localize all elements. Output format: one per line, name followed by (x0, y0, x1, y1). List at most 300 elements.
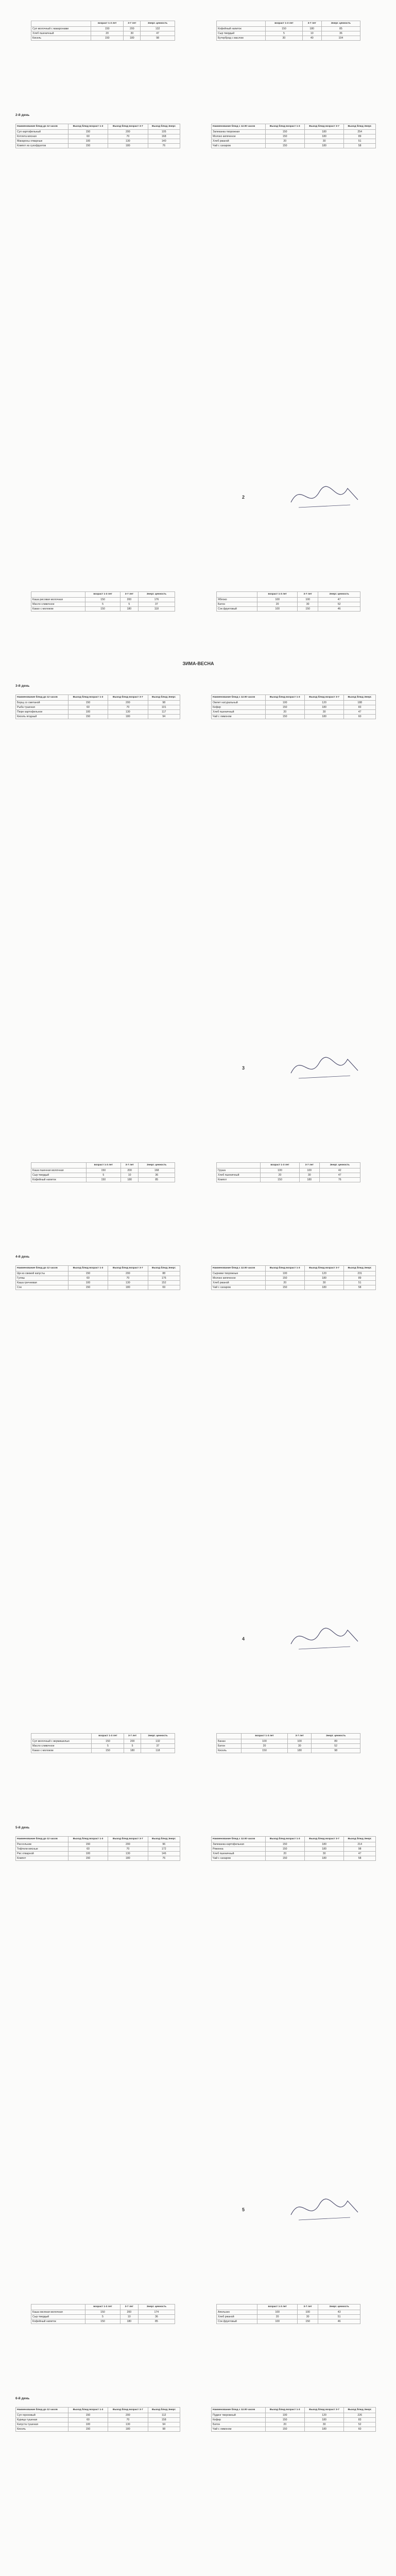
menu-page (0, 0, 396, 588)
column-header: Выход блюд возраст 1-3 (265, 695, 304, 701)
value-cell: 150 (86, 1168, 120, 1173)
value-cell: 100 (265, 1271, 304, 1276)
value-cell: 150 (68, 1285, 108, 1290)
column-header: Выход блюд возраст 3-7 (304, 1266, 343, 1272)
menu-table (216, 21, 360, 41)
value-cell: 20 (265, 709, 304, 714)
column-header: Выход блюд возраст 3-7 (304, 1837, 343, 1842)
value-cell: 100 (257, 597, 298, 602)
dish-name-cell: Хлеб пшеничный (212, 1851, 266, 1856)
value-cell: 20 (257, 602, 298, 606)
value-cell: 132 (141, 26, 175, 31)
value-cell: 10 (120, 1173, 139, 1177)
value-cell: 100 (265, 2413, 304, 2417)
value-cell: 150 (92, 1748, 124, 1753)
value-cell: 30 (304, 139, 343, 143)
dish-name-cell: Компот (217, 1177, 261, 1182)
column-header: Выход блюд возраст 1-3 (68, 124, 108, 130)
value-cell: 100 (257, 606, 298, 611)
column-header (31, 1163, 87, 1168)
column-header (217, 1734, 242, 1739)
column-header: Энерг. ценность (138, 592, 175, 598)
value-cell: 51 (344, 1280, 376, 1285)
column-header: Наименование блюд до 12 часов (16, 1266, 68, 1272)
value-cell: 180 (124, 36, 141, 40)
column-header: Выход блюд возраст 1-3 (68, 1266, 108, 1272)
column-header: Наименование блюд с 12.00 часов (212, 1266, 266, 1272)
menu-table (15, 124, 180, 148)
value-cell: 88 (148, 1271, 180, 1276)
value-cell: 20 (265, 1280, 304, 1285)
value-cell: 60 (68, 705, 108, 709)
table-row (31, 602, 175, 606)
value-cell: 180 (108, 2427, 148, 2431)
value-cell: 150 (266, 26, 303, 31)
dish-name-cell: Каша рисовая молочная (31, 597, 85, 602)
value-cell: 226 (344, 2413, 376, 2417)
value-cell: 76 (319, 1177, 360, 1182)
table-row (217, 2314, 360, 2319)
value-cell: 5 (85, 602, 120, 606)
value-cell: 69 (148, 1285, 180, 1290)
table-row (212, 2427, 376, 2431)
value-cell: 105 (148, 129, 180, 134)
value-cell: 150 (68, 129, 108, 134)
value-cell: 100 (261, 1168, 300, 1173)
value-cell: 180 (299, 1177, 319, 1182)
value-cell: 200 (124, 26, 141, 31)
table-row (212, 143, 376, 148)
column-header: Выход блюд возраст 3-7 (304, 695, 343, 701)
value-cell: 58 (344, 1285, 376, 1290)
table-row (31, 31, 175, 36)
dish-name-cell: Кисель (16, 2427, 68, 2431)
dish-name-cell: Хлеб ржаной (212, 139, 266, 143)
value-cell: 40 (302, 36, 321, 40)
dish-name-cell: Тефтели мясные (16, 1846, 68, 1851)
dish-name-cell: Суп картофельный (16, 129, 68, 134)
value-cell: 180 (108, 714, 148, 719)
menu-table (216, 1162, 360, 1182)
value-cell: 150 (68, 700, 108, 705)
value-cell: 180 (304, 2417, 343, 2422)
value-cell: 96 (148, 1842, 180, 1846)
value-cell: 60 (68, 2417, 108, 2422)
column-header: Выход блюд возраст 3-7 (304, 124, 343, 130)
value-cell: 36 (321, 31, 360, 36)
column-header: Энерг. ценность (312, 1734, 360, 1739)
menu-table (216, 2304, 360, 2324)
value-cell: 150 (265, 1842, 304, 1846)
handwritten-signature (288, 479, 360, 515)
value-cell: 150 (86, 1177, 120, 1182)
table-row (16, 1285, 180, 1290)
value-cell: 52 (312, 1743, 360, 1748)
table-row (217, 2319, 360, 2324)
value-cell: 150 (265, 714, 304, 719)
dish-name-cell: Пудинг творожный (212, 2413, 266, 2417)
value-cell: 132 (141, 1739, 175, 1743)
value-cell: 100 (68, 1851, 108, 1856)
value-cell: 231 (344, 1271, 376, 1276)
column-header: возраст 1-3 лет (241, 1734, 287, 1739)
value-cell: 180 (108, 143, 148, 148)
dish-name-cell: Сыр твердый (217, 31, 266, 36)
column-header: Выход блюд возраст 3-7 (304, 2408, 343, 2413)
value-cell: 98 (148, 2427, 180, 2431)
value-cell: 214 (344, 1842, 376, 1846)
value-cell: 150 (85, 597, 120, 602)
value-cell: 85 (321, 26, 360, 31)
column-header: Наименование блюд до 12 часов (16, 695, 68, 701)
dish-name-cell: Кефир (212, 2417, 266, 2422)
table-row (16, 1846, 180, 1851)
menu-table (15, 2407, 180, 2432)
column-header (217, 592, 257, 598)
table-row (217, 1168, 360, 1173)
value-cell: 36 (139, 1173, 175, 1177)
day-label: 5-й день (15, 1826, 30, 1829)
day-label: 4-й день (15, 1255, 30, 1259)
dish-name-cell: Хлеб пшеничный (31, 31, 91, 36)
value-cell: 130 (108, 709, 148, 714)
table-row (212, 705, 376, 709)
value-cell: 150 (265, 134, 304, 139)
menu-table (211, 694, 376, 719)
menu-table (216, 1733, 360, 1753)
column-header: Наименование блюд до 12 часов (16, 124, 68, 130)
value-cell: 180 (120, 1177, 139, 1182)
value-cell: 168 (139, 1168, 175, 1173)
value-cell: 180 (304, 134, 343, 139)
day-label: 3-й день (15, 684, 30, 688)
dish-name-cell: Кисель (31, 36, 91, 40)
column-header (217, 21, 266, 27)
dish-name-cell: Щи из свежей капусты (16, 1271, 68, 1276)
table-row (212, 1276, 376, 1280)
value-cell: 150 (261, 1177, 300, 1182)
table-row (212, 139, 376, 143)
column-header: Энерг. ценность (318, 592, 360, 598)
table-row (217, 1748, 360, 1753)
column-header: Выход блюд возраст 1-3 (68, 2408, 108, 2413)
table-row (16, 143, 180, 148)
value-cell: 118 (138, 606, 175, 611)
column-header: Наименование блюд с 12.00 часов (212, 124, 266, 130)
value-cell: 150 (91, 26, 124, 31)
value-cell: 130 (108, 1280, 148, 1285)
value-cell: 30 (304, 709, 343, 714)
dish-name-cell: Каша овсяная молочная (31, 2310, 85, 2314)
column-header: Энерг. ценность (319, 1163, 360, 1168)
value-cell: 58 (344, 1856, 376, 1860)
dish-name-cell: Батон (212, 2422, 266, 2427)
menu-page (0, 1713, 396, 2301)
table-row (31, 1739, 175, 1743)
column-header: Наименование блюд до 12 часов (16, 1837, 68, 1842)
table-row (16, 714, 180, 719)
menu-table (211, 1265, 376, 1290)
column-header: Выход блюд Энерг. (344, 124, 376, 130)
value-cell: 70 (108, 134, 148, 139)
dish-name-cell: Капуста тушеная (16, 2422, 68, 2427)
value-cell: 94 (148, 714, 180, 719)
value-cell: 174 (138, 2310, 175, 2314)
value-cell: 70 (108, 1276, 148, 1280)
table-row (16, 1856, 180, 1860)
dish-name-cell: Кофейный напиток (31, 2319, 85, 2324)
value-cell: 180 (120, 2319, 138, 2324)
value-cell: 47 (141, 31, 175, 36)
table-row (31, 1748, 175, 1753)
column-header: Выход блюд возраст 3-7 (108, 2408, 148, 2413)
column-header: Наименование блюд с 12.00 часов (212, 2408, 266, 2413)
table-row (31, 36, 175, 40)
table-row (212, 129, 376, 134)
dish-name-cell: Какао с молоком (31, 606, 85, 611)
value-cell: 150 (68, 2413, 108, 2417)
value-cell: 150 (92, 1739, 124, 1743)
dish-name-cell: Рассольник (16, 1842, 68, 1846)
menu-table (216, 591, 360, 612)
menu-table (31, 1733, 175, 1753)
value-cell: 254 (344, 129, 376, 134)
value-cell: 47 (344, 1851, 376, 1856)
value-cell: 46 (318, 2319, 360, 2324)
table-row (31, 2314, 175, 2319)
dish-name-cell: Чай с сахаром (212, 1285, 266, 1290)
value-cell: 180 (304, 1842, 343, 1846)
page-number: 3 (242, 1065, 245, 1071)
table-row (16, 2427, 180, 2431)
column-header: 3-7 лет (120, 1163, 139, 1168)
table-row (217, 1173, 360, 1177)
column-header (217, 2304, 257, 2310)
dish-name-cell: Рыба тушеная (16, 705, 68, 709)
column-header: 3-7 лет (288, 1734, 312, 1739)
value-cell: 180 (304, 1856, 343, 1860)
value-cell: 100 (68, 2422, 108, 2427)
column-header (31, 592, 85, 598)
column-header: Выход блюд возраст 1-3 (68, 695, 108, 701)
column-header: возраст 1-3 лет (86, 1163, 120, 1168)
value-cell: 47 (319, 1173, 360, 1177)
column-header: 3-7 лет (302, 21, 321, 27)
value-cell: 140 (148, 139, 180, 143)
value-cell: 20 (261, 1173, 300, 1177)
table-row (31, 1177, 175, 1182)
value-cell: 100 (241, 1739, 287, 1743)
value-cell: 152 (148, 1280, 180, 1285)
table-row (16, 2417, 180, 2422)
dish-name-cell: Чай с сахаром (212, 143, 266, 148)
table-row (217, 1743, 360, 1748)
dish-name-cell: Ряженка (212, 1846, 266, 1851)
table-row (217, 602, 360, 606)
value-cell: 200 (108, 1842, 148, 1846)
column-header: возраст 1-3 лет (85, 2304, 120, 2310)
value-cell: 200 (120, 597, 138, 602)
table-row (212, 1846, 376, 1851)
table-row (217, 1739, 360, 1743)
value-cell: 180 (304, 714, 343, 719)
value-cell: 100 (68, 139, 108, 143)
dish-name-cell: Яблоко (217, 597, 257, 602)
value-cell: 150 (265, 2417, 304, 2422)
table-row (16, 709, 180, 714)
menu-table (31, 21, 175, 41)
column-header: Энерг. ценность (141, 1734, 175, 1739)
column-header: Наименование блюд с 12.00 часов (212, 695, 266, 701)
column-header: Выход блюд возраст 1-3 (265, 1266, 304, 1272)
value-cell: 118 (141, 1748, 175, 1753)
value-cell: 30 (298, 602, 318, 606)
value-cell: 5 (124, 1743, 141, 1748)
value-cell: 85 (138, 2319, 175, 2324)
value-cell: 112 (148, 2413, 180, 2417)
value-cell: 30 (304, 1851, 343, 1856)
value-cell: 20 (257, 2314, 298, 2319)
value-cell: 43 (318, 2310, 360, 2314)
value-cell: 89 (344, 1276, 376, 1280)
value-cell: 94 (148, 2422, 180, 2427)
dish-name-cell: Масло сливочное (31, 602, 85, 606)
dish-name-cell: Котлета мясная (16, 134, 68, 139)
value-cell: 100 (298, 2310, 318, 2314)
column-header: Выход блюд возраст 3-7 (108, 1837, 148, 1842)
value-cell: 10 (120, 2314, 138, 2319)
value-cell: 76 (148, 143, 180, 148)
value-cell: 100 (299, 1168, 319, 1173)
table-row (16, 1842, 180, 1846)
dish-name-cell: Батон (217, 602, 257, 606)
value-cell: 176 (138, 597, 175, 602)
season-title: ЗИМА-ВЕСНА (182, 661, 214, 666)
column-header: Выход блюд возраст 1-3 (265, 2408, 304, 2413)
table-row (16, 129, 180, 134)
column-header: возраст 1-3 лет (257, 2304, 298, 2310)
value-cell: 120 (304, 1271, 343, 1276)
value-cell: 150 (265, 2427, 304, 2431)
value-cell: 150 (265, 705, 304, 709)
dish-name-cell: Курица тушеная (16, 2417, 68, 2422)
value-cell: 150 (265, 1276, 304, 1280)
dish-name-cell: Сыр твердый (31, 2314, 85, 2319)
dish-name-cell: Суп молочный с макаронами (31, 26, 91, 31)
value-cell: 150 (265, 1285, 304, 1290)
dish-name-cell: Хлеб пшеничный (212, 709, 266, 714)
dish-name-cell: Молоко кипяченое (212, 134, 266, 139)
dish-name-cell: Бутерброд с маслом (217, 36, 266, 40)
menu-table (211, 1836, 376, 1861)
value-cell: 10 (302, 31, 321, 36)
dish-name-cell: Суп гороховый (16, 2413, 68, 2417)
menu-page (0, 571, 396, 1159)
column-header: Энерг. ценность (318, 2304, 360, 2310)
value-cell: 42 (319, 1168, 360, 1173)
page-number: 4 (242, 1636, 245, 1641)
value-cell: 60 (344, 714, 376, 719)
dish-name-cell: Макароны отварные (16, 139, 68, 143)
menu-table (31, 2304, 175, 2324)
value-cell: 150 (241, 1748, 287, 1753)
dish-name-cell: Сок фруктовый (217, 2319, 257, 2324)
value-cell: 5 (266, 31, 303, 36)
table-row (212, 2417, 376, 2422)
value-cell: 130 (108, 139, 148, 143)
table-row (16, 134, 180, 139)
table-row (16, 1271, 180, 1276)
column-header: Выход блюд Энерг. (148, 695, 180, 701)
value-cell: 85 (139, 1177, 175, 1182)
value-cell: 188 (344, 700, 376, 705)
table-row (217, 2310, 360, 2314)
value-cell: 158 (148, 2417, 180, 2422)
value-cell: 30 (304, 2422, 343, 2427)
page-number: 2 (242, 495, 245, 500)
value-cell: 180 (304, 1846, 343, 1851)
day-label: 2-й день (15, 113, 30, 117)
value-cell: 150 (265, 1856, 304, 1860)
dish-name-cell: Сок (16, 1285, 68, 1290)
table-row (212, 1842, 376, 1846)
dish-name-cell: Апельсин (217, 2310, 257, 2314)
table-row (217, 597, 360, 602)
value-cell: 150 (265, 1846, 304, 1851)
table-row (217, 36, 360, 40)
table-row (212, 709, 376, 714)
table-row (212, 1271, 376, 1276)
dish-name-cell: Рис отварной (16, 1851, 68, 1856)
value-cell: 20 (265, 2422, 304, 2427)
table-row (212, 1285, 376, 1290)
value-cell: 60 (68, 1276, 108, 1280)
value-cell: 20 (265, 139, 304, 143)
value-cell: 20 (241, 1743, 287, 1748)
dish-name-cell: Банан (217, 1739, 242, 1743)
dish-name-cell: Борщ со сметаной (16, 700, 68, 705)
value-cell: 150 (298, 2319, 318, 2324)
value-cell: 104 (321, 36, 360, 40)
table-row (212, 2413, 376, 2417)
column-header: Энерг. ценность (139, 1163, 175, 1168)
value-cell: 180 (304, 2427, 343, 2431)
table-row (217, 1177, 360, 1182)
page-number: 5 (242, 2207, 245, 2212)
value-cell: 150 (265, 129, 304, 134)
column-header (31, 2304, 85, 2310)
value-cell: 76 (148, 1856, 180, 1860)
value-cell: 60 (68, 1846, 108, 1851)
value-cell: 120 (304, 2413, 343, 2417)
column-header: возраст 1-3 лет (85, 592, 120, 598)
value-cell: 89 (312, 1739, 360, 1743)
value-cell: 150 (91, 36, 124, 40)
value-cell: 100 (288, 1739, 312, 1743)
column-header: Выход блюд Энерг. (148, 1266, 180, 1272)
value-cell: 150 (85, 2310, 120, 2314)
value-cell: 180 (120, 606, 138, 611)
value-cell: 36 (138, 2314, 175, 2319)
dish-name-cell: Кисель (217, 1748, 242, 1753)
column-header: Энерг. ценность (138, 2304, 175, 2310)
value-cell: 150 (68, 143, 108, 148)
column-header: Выход блюд Энерг. (148, 1837, 180, 1842)
menu-table (211, 2407, 376, 2432)
dish-name-cell: Компот из сухофруктов (16, 143, 68, 148)
menu-table (15, 1836, 180, 1861)
dish-name-cell: Батон (217, 1743, 242, 1748)
